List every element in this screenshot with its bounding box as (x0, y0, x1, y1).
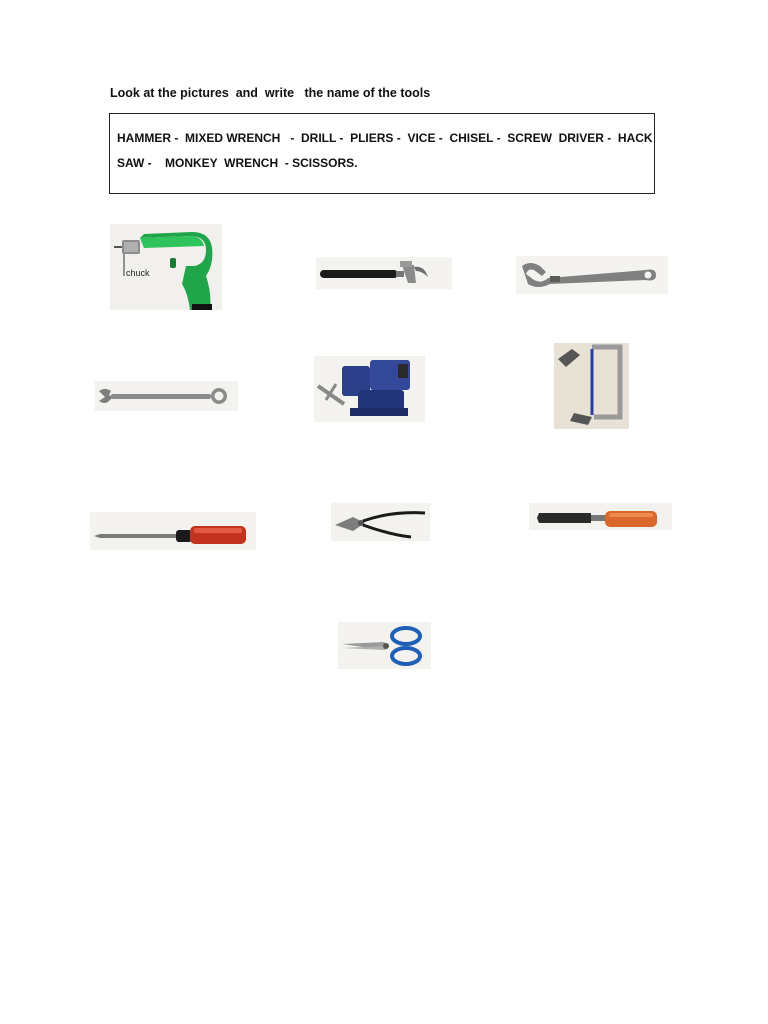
pliers-icon (331, 503, 430, 541)
word-bank-line-2: SAW - MONKEY WRENCH - SCISSORS. (117, 156, 358, 170)
scissors-icon (338, 622, 431, 669)
vice-icon (314, 356, 425, 422)
screw-driver-picture (90, 512, 256, 550)
chuck-label: chuck (126, 268, 150, 278)
instruction-text: Look at the pictures and write the name of the tools (110, 86, 431, 100)
monkey-wrench-icon (516, 256, 668, 294)
hammer-picture (316, 257, 452, 289)
scissors-picture (338, 622, 431, 669)
hammer-icon (316, 257, 452, 289)
chisel-picture (529, 503, 672, 530)
pliers-picture (331, 503, 430, 541)
hack-saw-icon (554, 343, 629, 429)
vice-picture (314, 356, 425, 422)
drill-picture (110, 224, 222, 310)
monkey-wrench-picture (516, 256, 668, 294)
word-bank-box (109, 113, 655, 194)
word-bank-line-1: HAMMER - MIXED WRENCH - DRILL - PLIERS - VICE - CHISEL - SCREW DRIVER - HACK (117, 131, 653, 145)
mixed-wrench-icon (95, 381, 238, 411)
chisel-icon (529, 503, 672, 530)
drill-icon (110, 224, 222, 310)
hack-saw-picture (554, 343, 629, 429)
mixed-wrench-picture (95, 381, 238, 411)
screw-driver-icon (90, 512, 256, 550)
